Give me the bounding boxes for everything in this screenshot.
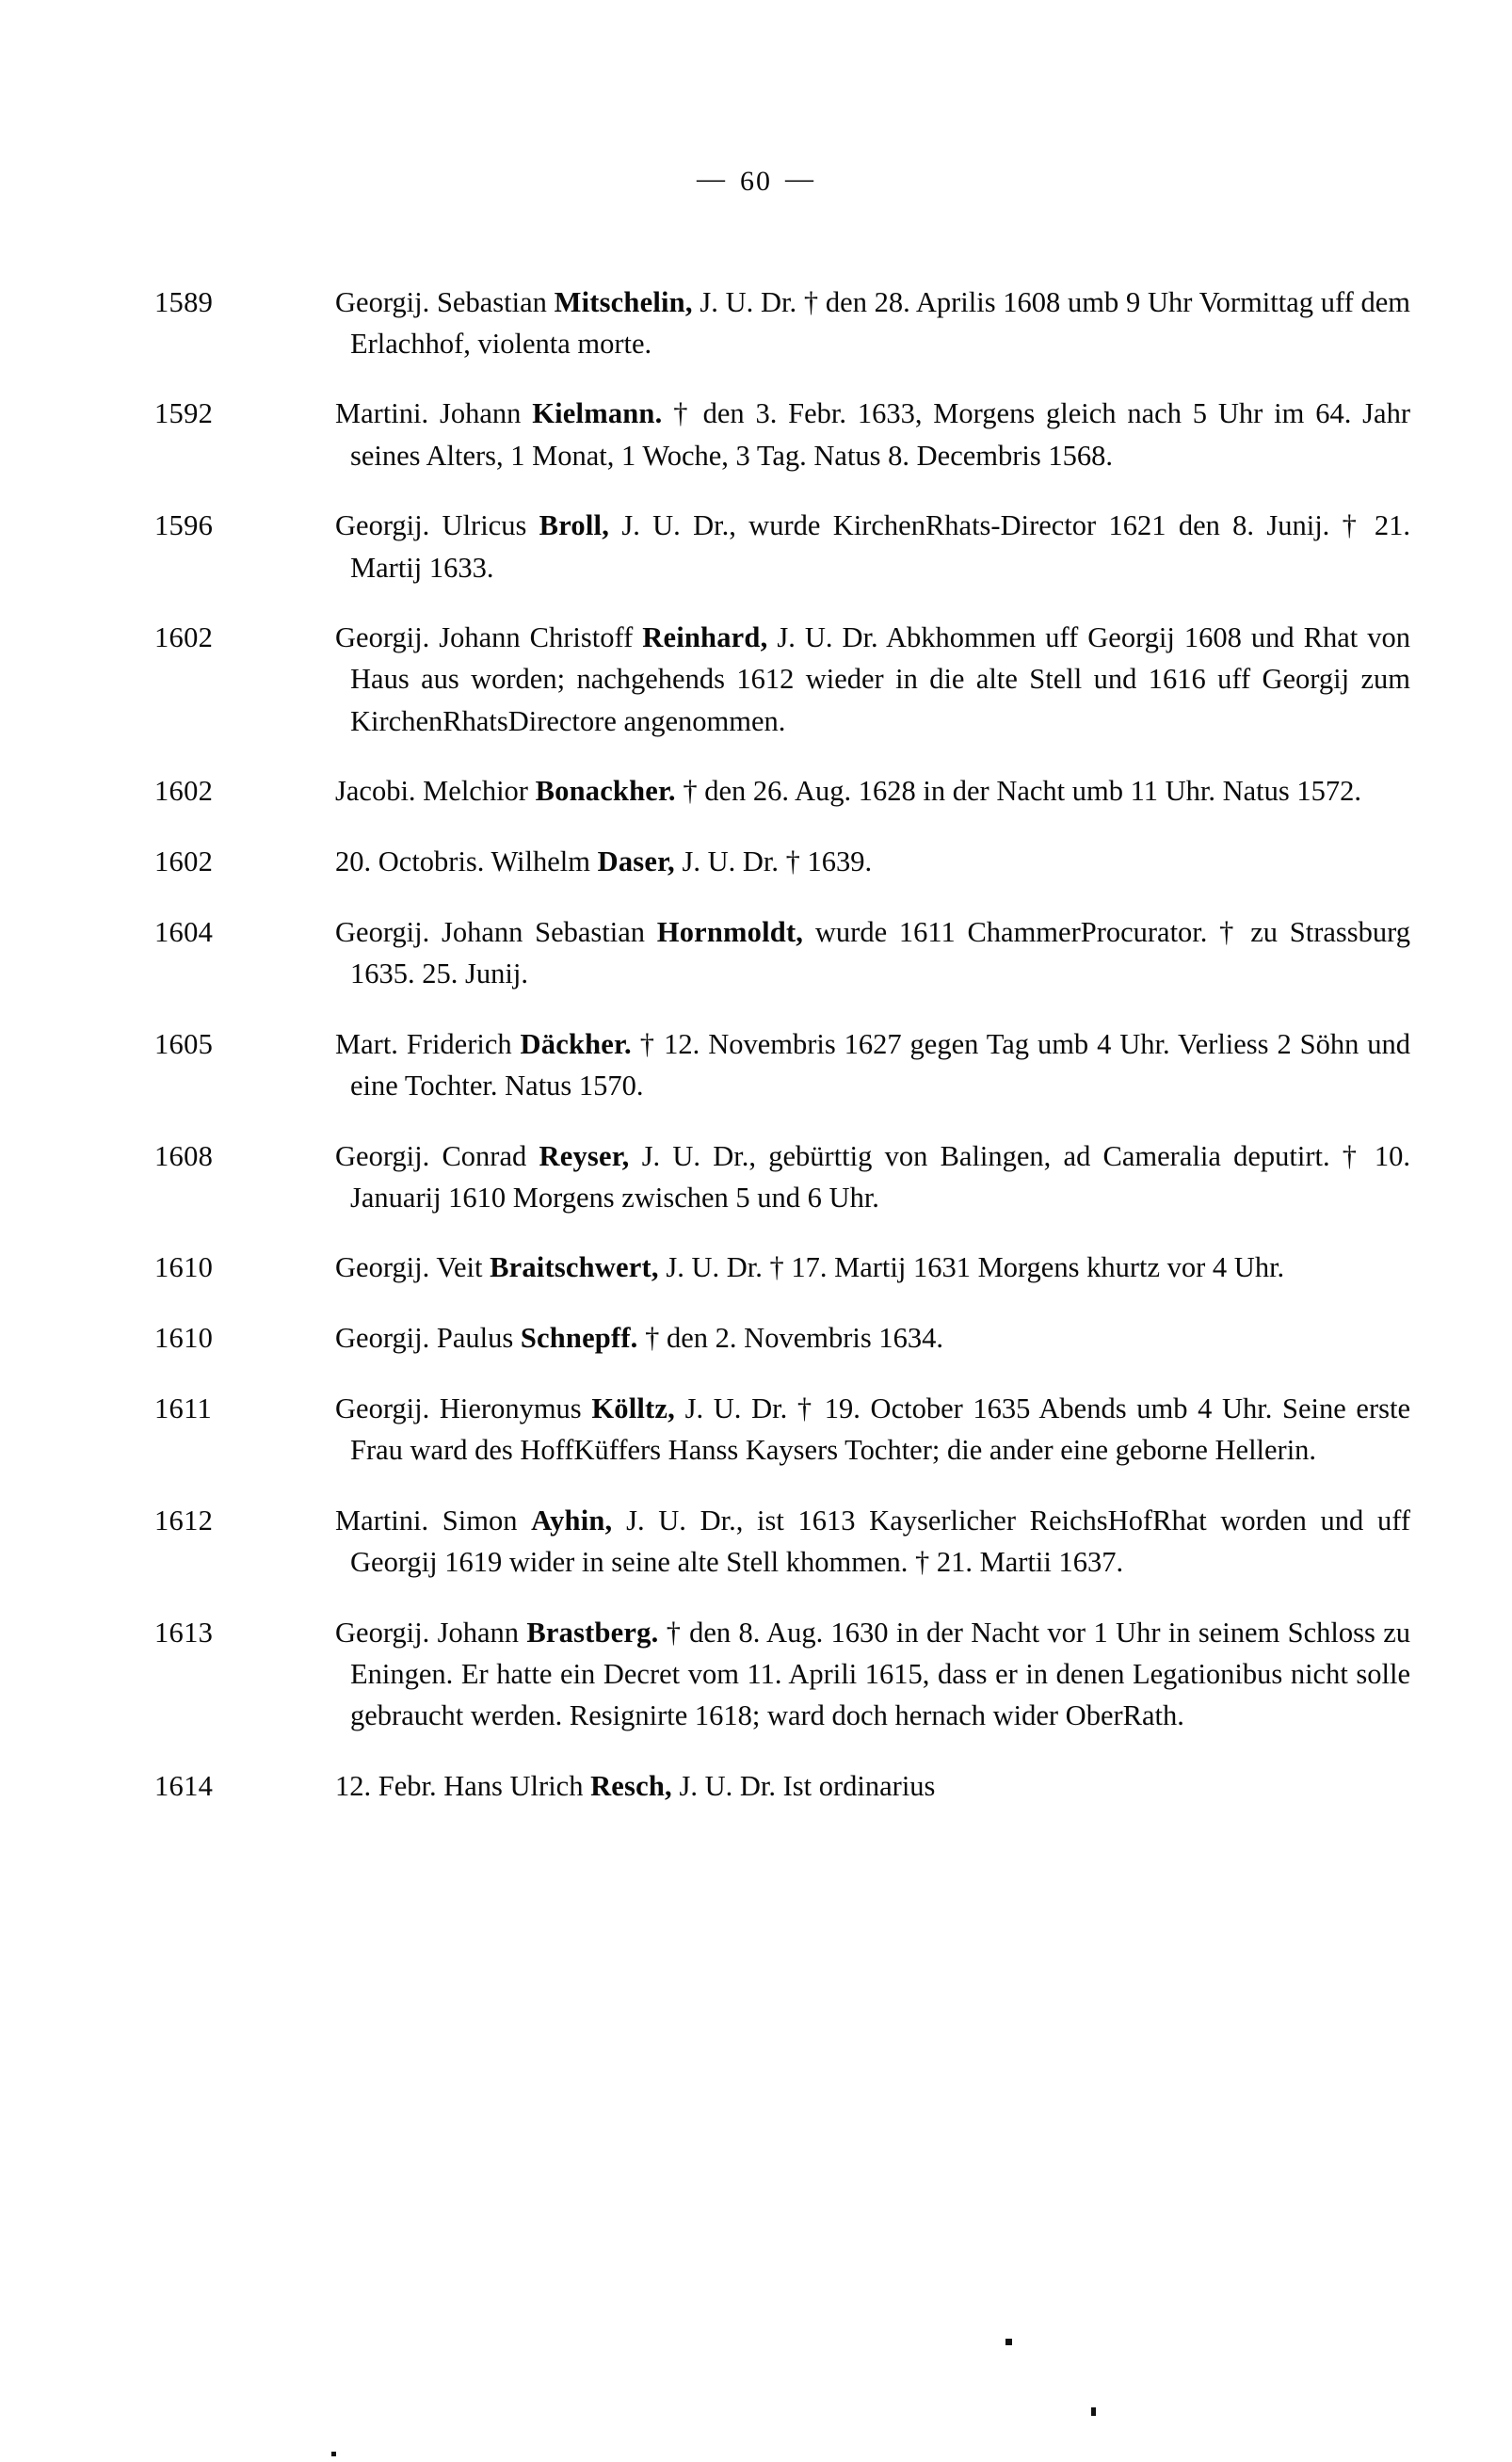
entry-surname: Reyser, [539, 1139, 630, 1172]
entry-year: 1602 [154, 621, 214, 654]
entry-text-after: † den 26. Aug. 1628 in der Nacht umb 11 Uhr. Natus 1572. [675, 775, 1362, 808]
entry-surname: Däckher. [520, 1027, 632, 1060]
entry-item [154, 1023, 1410, 1106]
entry-item [154, 770, 1410, 812]
scan-speck [1091, 2407, 1096, 2416]
entry-surname: Kielmann. [532, 397, 663, 430]
entry-item [154, 1135, 1410, 1218]
entry-year: 1608 [154, 1139, 214, 1172]
entry-surname: Resch, [590, 1769, 672, 1802]
entry-surname: Hornmoldt, [656, 915, 804, 948]
entry-item [154, 1612, 1410, 1737]
scan-speck [1005, 2339, 1012, 2345]
entry-surname: Braitschwert, [490, 1251, 659, 1284]
entry-surname: Daser, [597, 845, 675, 878]
entry-text-before: Georgij. Sebastian [335, 285, 555, 318]
header-rule-right: — [785, 163, 815, 194]
entry-text-before: Martini. Simon [335, 1504, 532, 1537]
entry-surname: Kölltz, [591, 1392, 675, 1424]
entry-year: 1596 [154, 509, 214, 542]
entry-year: 1602 [154, 845, 214, 878]
entry-year: 1610 [154, 1322, 214, 1355]
entry-text-after: † den 3. Febr. 1633, Morgens gleich nach 5 Uhr im 64. Jahr seines Alters, 1 Monat, 1 Woche, 3 Tag. Natus 8. Decembris 1568. [350, 397, 1410, 472]
entry-text-after: J. U. Dr. † den 28. Aprilis 1608 umb 9 Uhr Vormittag uff dem Erlachhof, violenta morte. [350, 285, 1410, 360]
entry-surname: Schnepff. [520, 1322, 638, 1355]
entry-text-after: wurde 1611 ChammerProcurator. † zu Strassburg 1635. 25. Junij. [350, 915, 1411, 990]
entry-item [154, 1317, 1410, 1359]
entry-list [154, 252, 1411, 1810]
entry-surname: Bonackher. [535, 775, 676, 808]
entry-text-after: † 12. Novembris 1627 gegen Tag umb 4 Uhr. Verliess 2 Söhn und eine Tochter. Natus 1570. [350, 1027, 1410, 1102]
entry-item [154, 1388, 1410, 1471]
entry-item [154, 617, 1410, 742]
entry-year: 1610 [154, 1251, 214, 1284]
entry-text-before: Martini. Johann [335, 397, 533, 430]
entry-surname: Mitschelin, [554, 285, 693, 318]
entry-year: 1605 [154, 1027, 214, 1060]
entry-year: 1602 [154, 775, 214, 808]
entry-text-before: Georgij. Hieronymus [335, 1392, 592, 1424]
entry-surname: Brastberg. [526, 1616, 659, 1649]
entry-text-after: † den 2. Novembris 1634. [637, 1322, 943, 1355]
entry-text-before: 20. Octobris. Wilhelm [335, 845, 598, 878]
entry-text-before: 12. Febr. Hans Ulrich [335, 1769, 591, 1802]
entry-text-before: Georgij. Paulus [335, 1322, 521, 1355]
entry-text-before: Georgij. Johann Sebastian [335, 915, 657, 948]
entry-year: 1611 [154, 1392, 213, 1424]
page-header [0, 163, 1512, 198]
entry-item [154, 841, 1410, 882]
entry-year: 1612 [154, 1504, 214, 1537]
entry-item [154, 911, 1411, 994]
entry-surname: Ayhin, [531, 1504, 613, 1537]
entry-year: 1613 [154, 1616, 214, 1649]
entry-surname: Reinhard, [642, 621, 768, 654]
entry-item [154, 1247, 1410, 1288]
header-rule-left: — [697, 163, 727, 194]
entry-item [154, 1500, 1410, 1583]
entry-text-after: J. U. Dr., ist 1613 Kayserlicher ReichsHofRhat worden und uff Georgij 1619 wider in seine alte Stell khommen. † 21. Martii 1637. [350, 1504, 1410, 1578]
entry-text-after: J. U. Dr. † 1639. [674, 845, 873, 878]
page-number: 60 [740, 166, 772, 197]
entry-text-after: J. U. Dr. † 17. Martij 1631 Morgens khurtz vor 4 Uhr. [658, 1251, 1285, 1284]
entry-item [154, 282, 1410, 364]
entry-text-before: Georgij. Conrad [335, 1139, 539, 1172]
entry-item [154, 505, 1411, 587]
entry-item [154, 1765, 1410, 1807]
entry-text-before: Jacobi. Melchior [335, 775, 536, 808]
entry-year: 1589 [154, 285, 214, 318]
entry-text-after: † den 8. Aug. 1630 in der Nacht vor 1 Uhr in seinem Schloss zu Eningen. Er hatte ein Decret vom 11. Aprili 1615, dass er in denen Legationibus nicht solle gebraucht werden. Resignirte 1618; ward doch hernach wider OberRath. [350, 1616, 1410, 1732]
entry-text-before: Mart. Friderich [335, 1027, 521, 1060]
entry-text-after: J. U. Dr., gebürttig von Balingen, ad Cameralia deputirt. † 10. Januarij 1610 Morgens zwischen 5 und 6 Uhr. [350, 1139, 1410, 1214]
entry-text-before: Georgij. Veit [335, 1251, 491, 1284]
entry-text-after: J. U. Dr., wurde KirchenRhats-Director 1621 den 8. Junij. † 21. Martij 1633. [350, 509, 1411, 584]
entry-year: 1604 [154, 915, 214, 948]
entry-year: 1592 [154, 397, 214, 430]
entry-text-before: Georgij. Ulricus [335, 509, 539, 542]
entry-text-before: Georgij. Johann Christoff [335, 621, 643, 654]
entry-text-before: Georgij. Johann [335, 1616, 527, 1649]
entry-year: 1614 [154, 1769, 214, 1802]
entry-item [154, 393, 1410, 475]
entry-text-after: J. U. Dr. Abkhommen uff Georgij 1608 und Rhat von Haus aus worden; nachgehends 1612 wieder in die alte Stell und 1616 uff Georgij zum KirchenRhatsDirectore angenommen. [350, 621, 1410, 737]
entry-text-after: J. U. Dr. Ist ordinarius [671, 1769, 936, 1802]
entry-surname: Broll, [539, 509, 610, 542]
scan-speck [331, 2452, 336, 2456]
entry-text-after: J. U. Dr. † 19. October 1635 Abends umb 4 Uhr. Seine erste Frau ward des HoffKüffers Hanss Kaysers Tochter; die ander eine geborne Hellerin. [350, 1392, 1410, 1467]
